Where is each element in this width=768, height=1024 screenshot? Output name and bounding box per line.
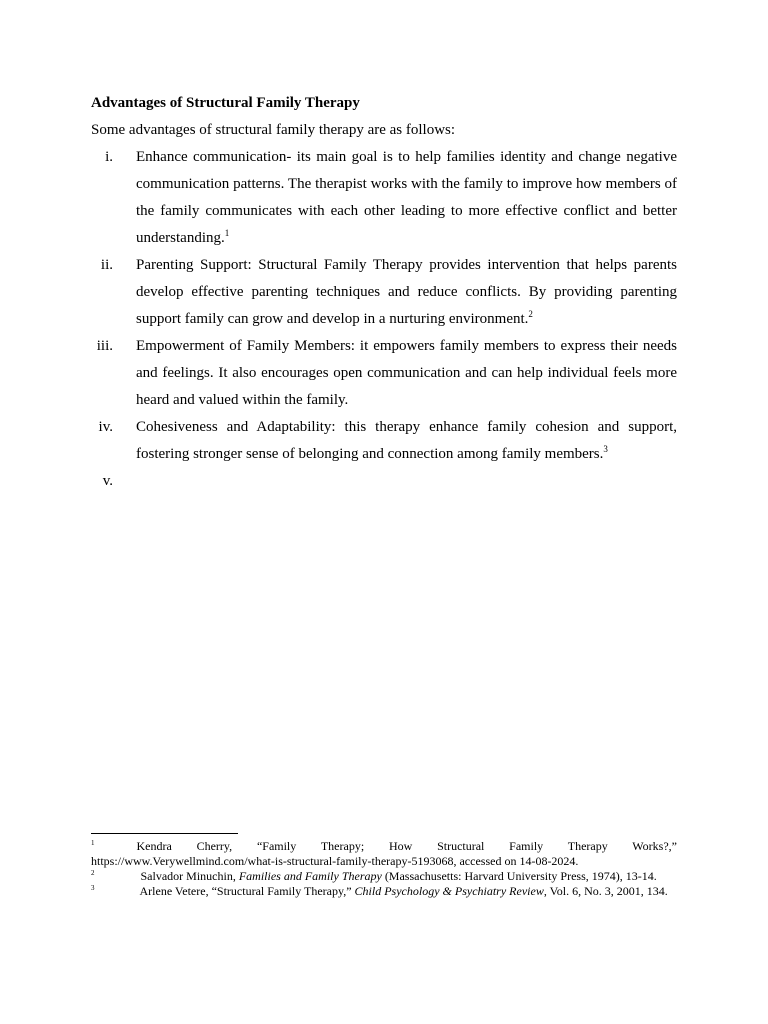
footnote-separator (91, 833, 238, 834)
footnote-number: 1 (91, 839, 95, 847)
footnote-reference[interactable]: 2 (528, 309, 533, 319)
footnote-text: Kendra Cherry, “Family Therapy; How Structural Family Therapy Works?,” https://www.Verywellmind.com/what-is-structural-family-therapy-5193068, accessed on 14-08-2024. (91, 839, 677, 868)
list-marker: i. (105, 149, 113, 165)
intro-paragraph: Some advantages of structural family therapy are as follows: (91, 122, 456, 138)
advantages-list (91, 144, 677, 495)
footnote-text: Arlene Vetere, “Structural Family Therapy,” (139, 884, 355, 898)
list-item-text: Empowerment of Family Members: it empowers family members to express their needs and feelings. It also encourages open communication and can help individual feels more heard and valued within the family. (136, 338, 677, 408)
footnote-text-end: (Massachusetts: Harvard University Press, 1974), 13-14. (381, 869, 657, 883)
list-item-text: Cohesiveness and Adaptability: this therapy enhance family cohesion and support, fostering stronger sense of belonging and connection among family members. (136, 419, 677, 462)
list-item[interactable] (91, 468, 677, 495)
footnote-journal-title: Child Psychology & Psychiatry Review (354, 884, 544, 898)
section-heading: Advantages of Structural Family Therapy (91, 95, 360, 111)
list-marker: iii. (96, 338, 113, 354)
footnote-reference[interactable]: 3 (603, 444, 608, 454)
list-item-text: Parenting Support: Structural Family Therapy provides intervention that helps parents develop effective parenting techniques and reduce conflicts. By providing parenting support family can grow and develop in a nurturing environment. (136, 257, 677, 327)
footnote (91, 884, 677, 899)
footnote (91, 869, 677, 884)
list-marker: iv. (98, 419, 113, 435)
list-item (91, 252, 677, 333)
list-item (91, 333, 677, 414)
list-item (91, 144, 677, 252)
list-item (91, 414, 677, 468)
footnote-reference[interactable]: 1 (224, 228, 230, 238)
footnote-book-title: Families and Family Therapy (238, 869, 382, 883)
footnotes-section (91, 833, 677, 899)
footnote-text: Salvador Minuchin, (140, 869, 239, 883)
list-marker: v. (102, 473, 113, 489)
footnote-number: 3 (91, 884, 95, 892)
list-item-text: Enhance communication- its main goal is to help families identity and change negative communication patterns. The therapist works with the family to improve how members of the family communicates with each other leading to more effective conflict and better understanding. (136, 149, 677, 246)
document-body (91, 91, 677, 495)
footnote-number: 2 (91, 869, 95, 877)
footnote (91, 839, 677, 869)
list-marker: ii. (100, 257, 113, 273)
footnote-text-end: , Vol. 6, No. 3, 2001, 134. (543, 884, 668, 898)
